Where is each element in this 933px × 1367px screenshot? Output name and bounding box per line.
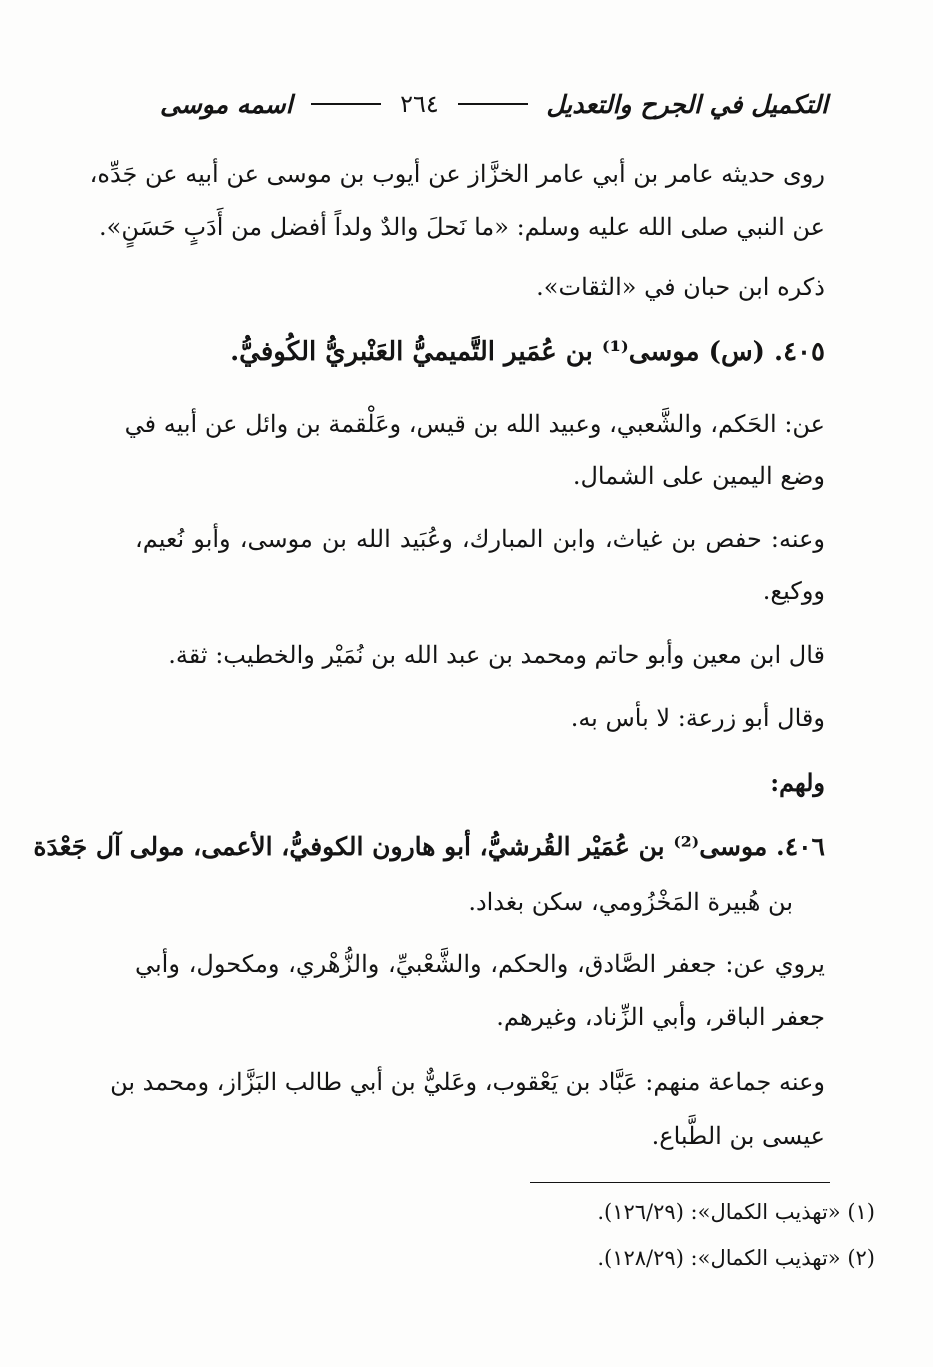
- running-header: [160, 84, 828, 124]
- text-line: ذكره ابن حبان في «الثقات».: [536, 273, 825, 301]
- header-section-name: اسمه موسى: [160, 89, 293, 119]
- text-line: وعنه: حفص بن غياث، وابن المبارك، وعُبَيد الله بن موسى، وأبو نُعيم،: [135, 525, 825, 553]
- text-line: ووكيع.: [762, 577, 825, 605]
- text-line: قال ابن معين وأبو حاتم ومحمد بن عبد الله بن نُمَيْر والخطيب: ثقة.: [168, 641, 825, 669]
- header-separator-line: [311, 103, 381, 105]
- text-line: عيسى بن الطَّباع.: [651, 1122, 825, 1150]
- text-line: وقال أبو زرعة: لا بأس به.: [570, 704, 825, 732]
- footnote-2: (٢) «تهذيب الكمال»: (١٢٨/٢٩).: [597, 1246, 875, 1270]
- text-line: وضع اليمين على الشمال.: [572, 462, 825, 490]
- text-line: بن هُبيرة المَخْزُومي، سكن بغداد.: [468, 888, 793, 916]
- header-separator-line: [458, 103, 528, 105]
- text-line: جعفر الباقر، وأبي الزِّناد، وغيرهم.: [496, 1003, 825, 1031]
- footnote-separator: [530, 1182, 830, 1183]
- text-line: عن: الحَكم، والشَّعبي، وعبيد الله بن قيس، وعَلْقمة بن وائل عن أبيه في: [124, 410, 825, 438]
- entry-heading-406: ٤٠٦. موسى⁽²⁾ بن عُمَيْر القُرشيُّ، أبو هارون الكوفيُّ، الأعمى، مولى آل جَعْدَة: [33, 832, 825, 861]
- page-number: ٢٦٤: [400, 90, 439, 118]
- text-line: وعنه جماعة منهم: عَبَّاد بن يَعْقوب، وعَليٌّ بن أبي طالب البَزَّاز، ومحمد بن: [110, 1068, 825, 1096]
- footnote-1: (١) «تهذيب الكمال»: (١٢٦/٢٩).: [597, 1200, 875, 1224]
- text-line: عن النبي صلى الله عليه وسلم: «ما نَحلَ والدٌ ولداً أفضل من أَدَبٍ حَسَنٍ».: [99, 213, 825, 241]
- section-label: ولهم:: [770, 768, 825, 797]
- text-line: يروي عن: جعفر الصَّادق، والحكم، والشَّعْبيِّ، والزُّهْري، ومكحول، وأبي: [135, 950, 825, 978]
- text-line: روى حديثه عامر بن أبي عامر الخزَّاز عن أيوب بن موسى عن أبيه عن جَدِّه،: [89, 160, 825, 188]
- header-book-title: التكميل في الجرح والتعديل: [546, 89, 828, 119]
- entry-heading-405: ٤٠٥. (س) موسى⁽¹⁾ بن عُمَير التَّميميُّ العَنْبريُّ الكُوفيُّ.: [230, 337, 825, 367]
